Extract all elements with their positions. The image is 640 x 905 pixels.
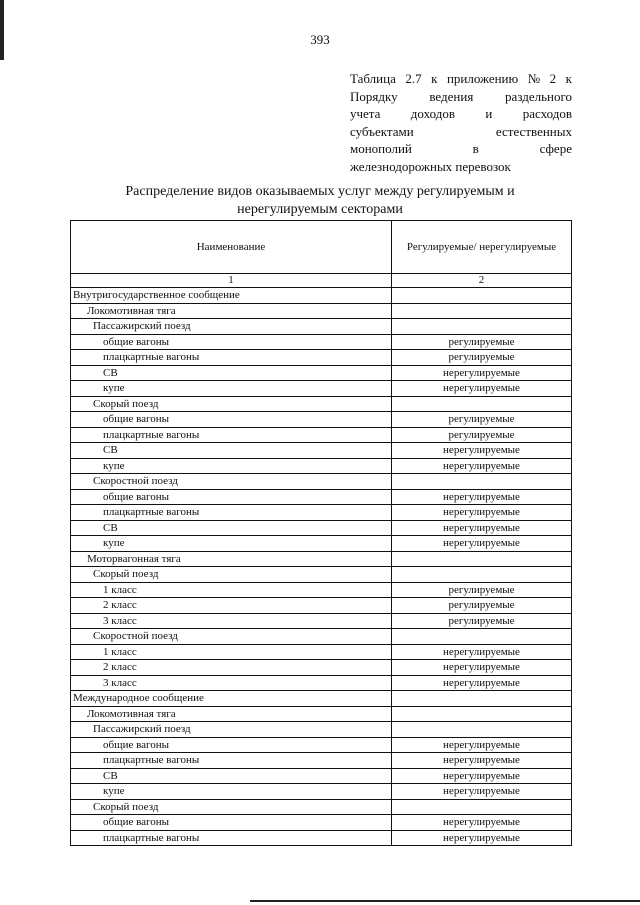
- table-row: [71, 784, 572, 800]
- table-row: [71, 613, 572, 629]
- caption-word: к: [565, 71, 572, 86]
- caption-word: Таблица: [350, 71, 396, 86]
- row-name: Внутригосударственное сообщение: [71, 288, 392, 304]
- caption-word: и: [485, 106, 493, 121]
- caption-word: субъектами: [350, 123, 414, 139]
- table-row: [71, 396, 572, 412]
- table-row: [71, 706, 572, 722]
- caption-line: [350, 70, 572, 88]
- row-name: купе: [71, 536, 392, 552]
- row-name: СВ: [71, 443, 392, 459]
- table-row: [71, 443, 572, 459]
- row-name: плацкартные вагоны: [71, 350, 392, 366]
- row-regulation-status: нерегулируемые: [392, 753, 572, 769]
- row-name: купе: [71, 458, 392, 474]
- column-number-2: 2: [392, 274, 572, 288]
- row-name: 2 класс: [71, 660, 392, 676]
- caption-word: железнодорожных перевозок: [350, 158, 511, 174]
- row-regulation-status: нерегулируемые: [392, 365, 572, 381]
- table-row: [71, 288, 572, 304]
- row-regulation-status: нерегулируемые: [392, 675, 572, 691]
- row-regulation-status: нерегулируемые: [392, 505, 572, 521]
- table-row: [71, 458, 572, 474]
- title-line: нерегулируемым секторами: [237, 202, 403, 217]
- page-number: 393: [310, 32, 330, 47]
- row-name: Скорый поезд: [71, 799, 392, 815]
- row-name: купе: [71, 784, 392, 800]
- scan-bottom-mark: [250, 900, 640, 902]
- table-row: [71, 350, 572, 366]
- row-name: общие вагоны: [71, 334, 392, 350]
- row-regulation-status: регулируемые: [392, 598, 572, 614]
- table-row: [71, 567, 572, 583]
- row-regulation-status: регулируемые: [392, 334, 572, 350]
- row-name: СВ: [71, 365, 392, 381]
- caption-line: [350, 140, 572, 158]
- table-row: [71, 737, 572, 753]
- row-regulation-status: нерегулируемые: [392, 458, 572, 474]
- row-regulation-status: нерегулируемые: [392, 660, 572, 676]
- header-name: Наименование: [71, 221, 392, 274]
- row-name: Скоростной поезд: [71, 629, 392, 645]
- table-row: [71, 381, 572, 397]
- caption-word: к: [431, 71, 438, 86]
- caption-line: [350, 105, 572, 123]
- table-header-row: [71, 221, 572, 274]
- table-row: [71, 598, 572, 614]
- table-row: [71, 799, 572, 815]
- table-row: [71, 505, 572, 521]
- table-row: [71, 551, 572, 567]
- row-name: СВ: [71, 520, 392, 536]
- row-regulation-status: нерегулируемые: [392, 443, 572, 459]
- services-table: [70, 220, 572, 846]
- caption-word: расходов: [522, 106, 572, 121]
- column-number-1: 1: [71, 274, 392, 288]
- table-row: [71, 753, 572, 769]
- table-row: [71, 582, 572, 598]
- row-regulation-status: [392, 551, 572, 567]
- row-name: 1 класс: [71, 644, 392, 660]
- row-name: Локомотивная тяга: [71, 303, 392, 319]
- row-name: плацкартные вагоны: [71, 830, 392, 846]
- row-regulation-status: [392, 288, 572, 304]
- row-regulation-status: регулируемые: [392, 613, 572, 629]
- row-name: 2 класс: [71, 598, 392, 614]
- caption-word: учета: [350, 106, 381, 121]
- row-name: СВ: [71, 768, 392, 784]
- caption-word: раздельного: [505, 88, 572, 104]
- row-name: общие вагоны: [71, 737, 392, 753]
- caption-line: [350, 158, 572, 176]
- row-regulation-status: нерегулируемые: [392, 489, 572, 505]
- row-name: Скорый поезд: [71, 396, 392, 412]
- row-name: общие вагоны: [71, 815, 392, 831]
- row-regulation-status: нерегулируемые: [392, 830, 572, 846]
- row-regulation-status: [392, 691, 572, 707]
- row-regulation-status: [392, 799, 572, 815]
- table-caption: [350, 70, 572, 175]
- row-regulation-status: регулируемые: [392, 427, 572, 443]
- row-regulation-status: нерегулируемые: [392, 644, 572, 660]
- table-row: [71, 334, 572, 350]
- row-regulation-status: регулируемые: [392, 582, 572, 598]
- table-row: [71, 722, 572, 738]
- title-line: Распределение видов оказываемых услуг между регулируемым и: [125, 184, 515, 199]
- row-regulation-status: регулируемые: [392, 350, 572, 366]
- row-name: Моторвагонная тяга: [71, 551, 392, 567]
- row-regulation-status: нерегулируемые: [392, 381, 572, 397]
- row-regulation-status: [392, 567, 572, 583]
- caption-word: естественных: [495, 123, 572, 139]
- row-name: плацкартные вагоны: [71, 427, 392, 443]
- table-row: [71, 691, 572, 707]
- table-title: [70, 183, 570, 219]
- row-name: общие вагоны: [71, 489, 392, 505]
- row-regulation-status: нерегулируемые: [392, 768, 572, 784]
- row-name: Локомотивная тяга: [71, 706, 392, 722]
- row-name: 3 класс: [71, 613, 392, 629]
- row-name: 1 класс: [71, 582, 392, 598]
- caption-word: 2.7: [405, 71, 422, 86]
- table-row: [71, 427, 572, 443]
- row-name: 3 класс: [71, 675, 392, 691]
- row-name: общие вагоны: [71, 412, 392, 428]
- caption-line: [350, 88, 572, 106]
- column-number-row: [71, 274, 572, 288]
- row-regulation-status: нерегулируемые: [392, 815, 572, 831]
- table-row: [71, 815, 572, 831]
- table-row: [71, 644, 572, 660]
- table-row: [71, 412, 572, 428]
- table-row: [71, 629, 572, 645]
- table-row: [71, 520, 572, 536]
- table-row: [71, 489, 572, 505]
- row-name: Международное сообщение: [71, 691, 392, 707]
- caption-word: 2: [549, 71, 557, 86]
- caption-word: ведения: [429, 88, 474, 104]
- caption-word: доходов: [410, 106, 455, 121]
- caption-word: в: [472, 141, 479, 156]
- row-regulation-status: нерегулируемые: [392, 520, 572, 536]
- row-name: плацкартные вагоны: [71, 753, 392, 769]
- row-regulation-status: [392, 629, 572, 645]
- row-name: плацкартные вагоны: [71, 505, 392, 521]
- table-row: [71, 675, 572, 691]
- caption-word: сфере: [539, 141, 572, 156]
- row-name: Скоростной поезд: [71, 474, 392, 490]
- row-name: Пассажирский поезд: [71, 319, 392, 335]
- row-regulation-status: нерегулируемые: [392, 784, 572, 800]
- caption-word: монополий: [350, 141, 412, 156]
- table-row: [71, 536, 572, 552]
- row-regulation-status: регулируемые: [392, 412, 572, 428]
- table-row: [71, 319, 572, 335]
- caption-line: [350, 123, 572, 141]
- row-regulation-status: [392, 396, 572, 412]
- row-name: Пассажирский поезд: [71, 722, 392, 738]
- row-regulation-status: [392, 706, 572, 722]
- row-regulation-status: нерегулируемые: [392, 536, 572, 552]
- table-row: [71, 365, 572, 381]
- caption-word: №: [527, 71, 541, 86]
- caption-word: приложению: [446, 71, 519, 86]
- table-row: [71, 768, 572, 784]
- table-row: [71, 660, 572, 676]
- row-regulation-status: [392, 319, 572, 335]
- table-row: [71, 474, 572, 490]
- header-regulation: Регулируемые/ нерегулируемые: [392, 221, 572, 274]
- scan-edge-mark: [0, 0, 4, 60]
- row-regulation-status: [392, 303, 572, 319]
- row-regulation-status: [392, 722, 572, 738]
- row-regulation-status: нерегулируемые: [392, 737, 572, 753]
- table-row: [71, 303, 572, 319]
- caption-word: Порядку: [350, 88, 398, 104]
- row-name: купе: [71, 381, 392, 397]
- row-name: Скорый поезд: [71, 567, 392, 583]
- table-row: [71, 830, 572, 846]
- row-regulation-status: [392, 474, 572, 490]
